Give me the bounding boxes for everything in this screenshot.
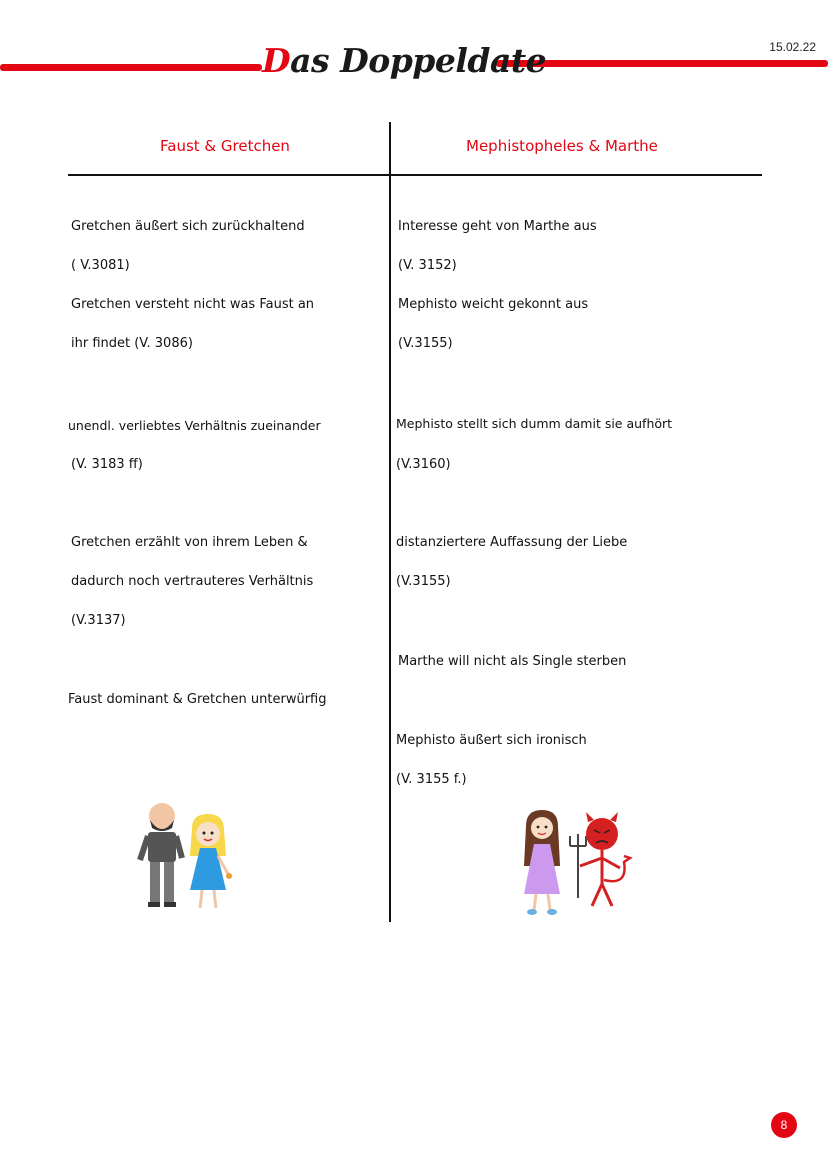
right-line: Mephisto weicht gekonnt aus bbox=[398, 297, 589, 312]
left-line: dadurch noch vertrauteres Verhältnis bbox=[71, 574, 314, 589]
left-line: Gretchen versteht nicht was Faust an bbox=[71, 297, 315, 312]
right-line: Mephisto stellt sich dumm damit sie aufhört bbox=[396, 416, 673, 431]
left-line: (V.3137) bbox=[71, 613, 126, 628]
right-line: (V.3155) bbox=[396, 574, 451, 589]
page-number-badge: 8 bbox=[771, 1112, 797, 1138]
title-rest: as Doppeldate bbox=[290, 41, 547, 80]
right-line: (V.3160) bbox=[396, 457, 451, 472]
right-line: (V. 3152) bbox=[398, 258, 457, 273]
right-line: distanziertere Auffassung der Liebe bbox=[396, 535, 628, 550]
left-line: ihr findet (V. 3086) bbox=[71, 336, 193, 351]
marthe-mephisto-illustration bbox=[520, 806, 636, 918]
right-line: Mephisto äußert sich ironisch bbox=[396, 733, 587, 748]
right-line: Interesse geht von Marthe aus bbox=[398, 219, 597, 234]
marthe-figure bbox=[524, 810, 560, 915]
left-line: (V. 3183 ff) bbox=[71, 457, 143, 472]
header-rule-left bbox=[0, 64, 262, 71]
faust-figure bbox=[140, 803, 182, 907]
left-line: ( V.3081) bbox=[71, 258, 130, 273]
gretchen-figure bbox=[190, 814, 232, 908]
left-line: Faust dominant & Gretchen unterwürfig bbox=[68, 692, 327, 707]
left-line: Gretchen äußert sich zurückhaltend bbox=[71, 219, 305, 234]
mephisto-figure bbox=[570, 812, 630, 906]
table-column-divider bbox=[389, 122, 391, 922]
right-line: (V. 3155 f.) bbox=[396, 772, 467, 787]
faust-gretchen-illustration bbox=[136, 798, 246, 916]
right-column-heading: Mephistopheles & Marthe bbox=[466, 137, 658, 155]
right-line: Marthe will nicht als Single sterben bbox=[398, 654, 627, 669]
page-date: 15.02.22 bbox=[769, 40, 816, 54]
table-header-rule bbox=[68, 174, 762, 176]
left-column-heading: Faust & Gretchen bbox=[160, 137, 290, 155]
left-line: unendl. verliebtes Verhältnis zueinander bbox=[68, 418, 321, 433]
title-initial: D bbox=[262, 41, 291, 80]
right-line: (V.3155) bbox=[398, 336, 453, 351]
left-line: Gretchen erzählt von ihrem Leben & bbox=[71, 535, 308, 550]
page-title bbox=[262, 36, 547, 86]
